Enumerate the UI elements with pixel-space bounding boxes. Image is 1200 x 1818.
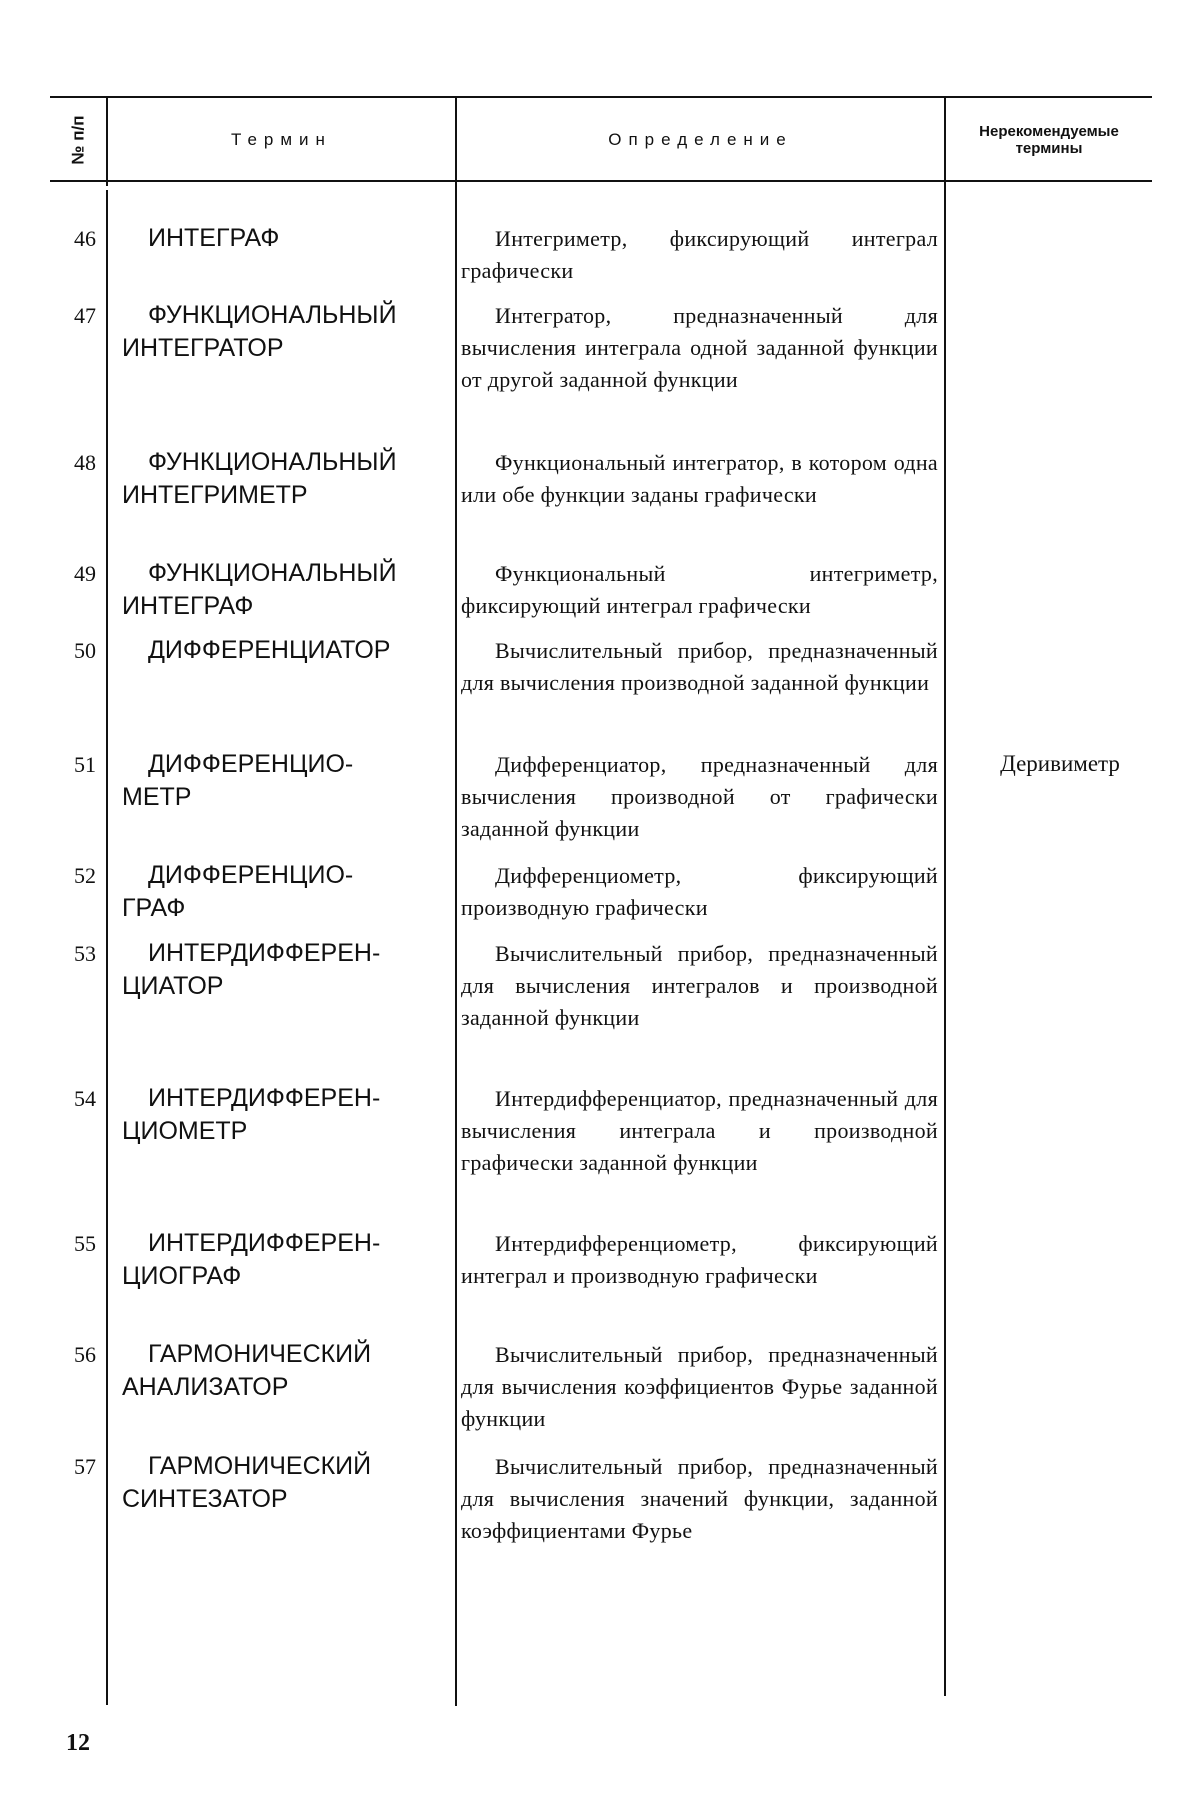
term-cell: ГАРМОНИЧЕСКИЙ СИНТЕЗАТОР: [122, 1452, 372, 1513]
column-divider-term: [455, 96, 457, 1706]
definition-cell: Вычислительный прибор, предназначенный для вычисления значений функции, заданной коэффициентами Фурье: [461, 1454, 938, 1543]
row-number: 47: [74, 303, 96, 328]
term-cell: ДИФФЕРЕНЦИО- ГРАФ: [122, 861, 354, 922]
term-cell: ИНТЕРДИФФЕРЕН- ЦИОГРАФ: [122, 1229, 381, 1290]
definition-cell: Дифференциометр, фиксирующий производную графически: [461, 863, 938, 920]
nonrecommended-term-cell: Деривиметр: [1000, 751, 1120, 776]
page-number: 12: [66, 1730, 90, 1756]
term-cell: ФУНКЦИОНАЛЬНЫЙ ИНТЕГРАТОР: [122, 301, 397, 362]
row-number: 51: [74, 752, 96, 777]
row-number: 57: [74, 1454, 96, 1479]
term-cell: ДИФФЕРЕНЦИО- МЕТР: [122, 750, 354, 811]
header-term: Термин: [231, 130, 332, 149]
row-number: 56: [74, 1342, 96, 1367]
header-nonrecommended: Нерекомендуемые термины: [979, 123, 1119, 157]
definition-cell: Интердифференциатор, предназначенный для вычисления интеграла и производной графически заданной функции: [461, 1086, 938, 1175]
column-divider-definition: [944, 96, 946, 1696]
term-cell: ДИФФЕРЕНЦИАТОР: [148, 636, 391, 664]
row-number: 55: [74, 1231, 96, 1256]
header-definition: Определение: [608, 130, 793, 149]
term-cell: ИНТЕГРАФ: [148, 224, 280, 252]
row-number: 50: [74, 638, 96, 663]
term-cell: ФУНКЦИОНАЛЬНЫЙ ИНТЕГРИМЕТР: [122, 448, 397, 509]
term-cell: ИНТЕРДИФФЕРЕН- ЦИАТОР: [122, 939, 381, 1000]
definition-cell: Дифференциатор, предназначенный для вычисления производной от графически заданной функции: [461, 752, 938, 841]
row-number: 54: [74, 1086, 96, 1111]
definition-cell: Вычислительный прибор, предназначенный для вычисления интегралов и производной заданной функции: [461, 941, 938, 1030]
definition-cell: Интегратор, предназначенный для вычисления интеграла одной заданной функции от другой заданной функции: [461, 303, 938, 392]
definition-cell: Функциональный интегриметр, фиксирующий интеграл графически: [461, 561, 938, 618]
definition-cell: Вычислительный прибор, предназначенный для вычисления производной заданной функции: [461, 638, 938, 695]
definition-cell: Вычислительный прибор, предназначенный для вычисления коэффициентов Фурье заданной функции: [461, 1342, 938, 1431]
column-divider-num: [106, 190, 108, 1705]
row-number: 49: [74, 561, 96, 586]
term-cell: ГАРМОНИЧЕСКИЙ АНАЛИЗАТОР: [122, 1340, 372, 1401]
row-number: 52: [74, 863, 96, 888]
definition-cell: Функциональный интегратор, в котором одна или обе функции заданы графически: [461, 450, 938, 507]
definition-cell: Интегриметр, фиксирующий интеграл графически: [461, 226, 938, 283]
term-cell: ФУНКЦИОНАЛЬНЫЙ ИНТЕГРАФ: [122, 559, 397, 620]
row-number: 53: [74, 941, 96, 966]
row-number: 48: [74, 450, 96, 475]
header-num: № п/п: [68, 115, 87, 165]
row-number: 46: [74, 226, 96, 251]
definition-cell: Интердифференциометр, фиксирующий интеграл и производную графически: [461, 1231, 938, 1288]
term-cell: ИНТЕРДИФФЕРЕН- ЦИОМЕТР: [122, 1084, 381, 1145]
